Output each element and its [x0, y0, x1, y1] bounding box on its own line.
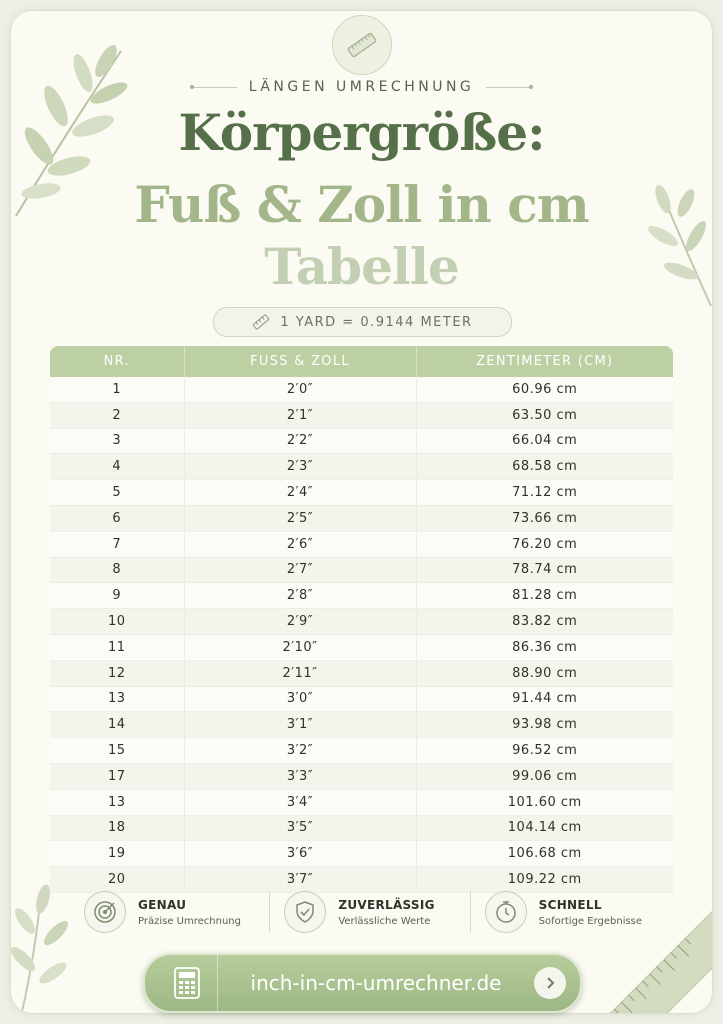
- feature-title: GENAU: [138, 897, 187, 912]
- cell-feet-inches: 2′5″: [184, 505, 416, 531]
- cell-nr: 5: [50, 480, 184, 506]
- calculator-icon: [173, 967, 201, 999]
- cell-centimeters: 66.04 cm: [416, 428, 673, 454]
- feature-accurate: [70, 891, 269, 933]
- cell-feet-inches: 3′4″: [184, 789, 416, 815]
- cell-nr: 11: [50, 634, 184, 660]
- cell-nr: 7: [50, 531, 184, 557]
- chevron-right-button[interactable]: [534, 967, 566, 999]
- cell-centimeters: 60.96 cm: [416, 377, 673, 402]
- table-row: [50, 738, 673, 764]
- cell-centimeters: 73.66 cm: [416, 505, 673, 531]
- cell-centimeters: 71.12 cm: [416, 480, 673, 506]
- column-header-nr: NR.: [50, 346, 184, 377]
- cell-nr: 8: [50, 557, 184, 583]
- table-row: [50, 660, 673, 686]
- cell-feet-inches: 2′7″: [184, 557, 416, 583]
- table-row: [50, 763, 673, 789]
- cell-centimeters: 99.06 cm: [416, 763, 673, 789]
- cell-feet-inches: 2′11″: [184, 660, 416, 686]
- cell-feet-inches: 2′10″: [184, 634, 416, 660]
- conversion-note-pill: [213, 307, 512, 337]
- cell-centimeters: 88.90 cm: [416, 660, 673, 686]
- cell-nr: 6: [50, 505, 184, 531]
- table-row: [50, 454, 673, 480]
- page-subtitle: LÄNGEN UMRECHNUNG: [248, 79, 475, 95]
- table-row: [50, 377, 673, 402]
- cell-nr: 12: [50, 660, 184, 686]
- cell-feet-inches: 2′6″: [184, 531, 416, 557]
- table-row: [50, 815, 673, 841]
- table-row: [50, 609, 673, 635]
- table-body: [50, 377, 673, 892]
- table-row: [50, 480, 673, 506]
- feature-reliable: [269, 891, 469, 933]
- cell-feet-inches: 2′9″: [184, 609, 416, 635]
- cell-nr: 2: [50, 402, 184, 428]
- subtitle-row: [190, 76, 533, 98]
- cell-centimeters: 76.20 cm: [416, 531, 673, 557]
- cell-feet-inches: 2′3″: [184, 454, 416, 480]
- cell-centimeters: 81.28 cm: [416, 583, 673, 609]
- cell-centimeters: 63.50 cm: [416, 402, 673, 428]
- ruler-small-icon: [252, 313, 270, 331]
- cell-centimeters: 106.68 cm: [416, 841, 673, 867]
- website-link-label: inch-in-cm-umrechner.de: [250, 971, 502, 995]
- divider-line: [194, 87, 237, 88]
- cell-nr: 17: [50, 763, 184, 789]
- conversion-table: [50, 346, 673, 893]
- cell-centimeters: 78.74 cm: [416, 557, 673, 583]
- cell-nr: 13: [50, 789, 184, 815]
- table-row: [50, 505, 673, 531]
- table-row: [50, 531, 673, 557]
- cell-feet-inches: 3′6″: [184, 841, 416, 867]
- cell-feet-inches: 2′8″: [184, 583, 416, 609]
- table-row: [50, 686, 673, 712]
- cell-centimeters: 104.14 cm: [416, 815, 673, 841]
- table-row: [50, 789, 673, 815]
- ruler-icon: [345, 28, 379, 62]
- page-title-line3: Tabelle: [264, 237, 459, 296]
- cell-nr: 9: [50, 583, 184, 609]
- cell-centimeters: 86.36 cm: [416, 634, 673, 660]
- features-row: [70, 886, 670, 938]
- feature-subtitle: Verlässliche Werte: [338, 915, 431, 927]
- cell-centimeters: 101.60 cm: [416, 789, 673, 815]
- conversion-note: 1 YARD = 0.9144 METER: [280, 314, 473, 330]
- table-header-row: [50, 346, 673, 377]
- cell-nr: 15: [50, 738, 184, 764]
- table-row: [50, 402, 673, 428]
- cell-nr: 14: [50, 712, 184, 738]
- feature-icon-wrap: [284, 891, 326, 933]
- calculator-icon-wrap: [157, 955, 218, 1011]
- column-header-feet-inches: FUSS & ZOLL: [184, 346, 416, 377]
- feature-fast: [470, 891, 670, 933]
- cell-centimeters: 93.98 cm: [416, 712, 673, 738]
- page-title-line1: Körpergröße:: [178, 103, 545, 162]
- cell-nr: 1: [50, 377, 184, 402]
- cell-feet-inches: 3′1″: [184, 712, 416, 738]
- cell-centimeters: 83.82 cm: [416, 609, 673, 635]
- cell-nr: 18: [50, 815, 184, 841]
- table-row: [50, 634, 673, 660]
- cell-feet-inches: 3′0″: [184, 686, 416, 712]
- cell-feet-inches: 2′0″: [184, 377, 416, 402]
- table-row: [50, 557, 673, 583]
- table-row: [50, 583, 673, 609]
- cell-centimeters: 109.22 cm: [416, 867, 673, 893]
- feature-subtitle: Präzise Umrechnung: [138, 915, 241, 927]
- target-icon: [92, 899, 118, 925]
- cell-nr: 20: [50, 867, 184, 893]
- shield-check-icon: [292, 899, 318, 925]
- feature-subtitle: Sofortige Ergebnisse: [538, 915, 643, 927]
- chevron-right-icon: [543, 976, 557, 990]
- divider-dot: [529, 85, 533, 89]
- ruler-badge: [332, 15, 392, 75]
- table-row: [50, 428, 673, 454]
- feature-icon-wrap: [84, 891, 126, 933]
- page-title-line2: Fuß & Zoll in cm: [134, 175, 589, 234]
- feature-title: ZUVERLÄSSIG: [338, 897, 435, 912]
- stopwatch-icon: [493, 899, 519, 925]
- cell-nr: 4: [50, 454, 184, 480]
- cell-feet-inches: 3′3″: [184, 763, 416, 789]
- cell-feet-inches: 2′2″: [184, 428, 416, 454]
- cell-centimeters: 91.44 cm: [416, 686, 673, 712]
- feature-title: SCHNELL: [538, 897, 602, 912]
- cell-feet-inches: 3′2″: [184, 738, 416, 764]
- website-link-button[interactable]: [143, 953, 582, 1013]
- feature-icon-wrap: [485, 891, 527, 933]
- cell-nr: 13: [50, 686, 184, 712]
- cell-feet-inches: 3′5″: [184, 815, 416, 841]
- cell-feet-inches: 3′7″: [184, 867, 416, 893]
- cell-nr: 3: [50, 428, 184, 454]
- divider-line: [486, 87, 529, 88]
- cell-nr: 19: [50, 841, 184, 867]
- cell-centimeters: 96.52 cm: [416, 738, 673, 764]
- table-row: [50, 841, 673, 867]
- cell-feet-inches: 2′4″: [184, 480, 416, 506]
- cell-nr: 10: [50, 609, 184, 635]
- cell-feet-inches: 2′1″: [184, 402, 416, 428]
- table-row: [50, 712, 673, 738]
- cell-centimeters: 68.58 cm: [416, 454, 673, 480]
- column-header-centimeters: ZENTIMETER (CM): [416, 346, 673, 377]
